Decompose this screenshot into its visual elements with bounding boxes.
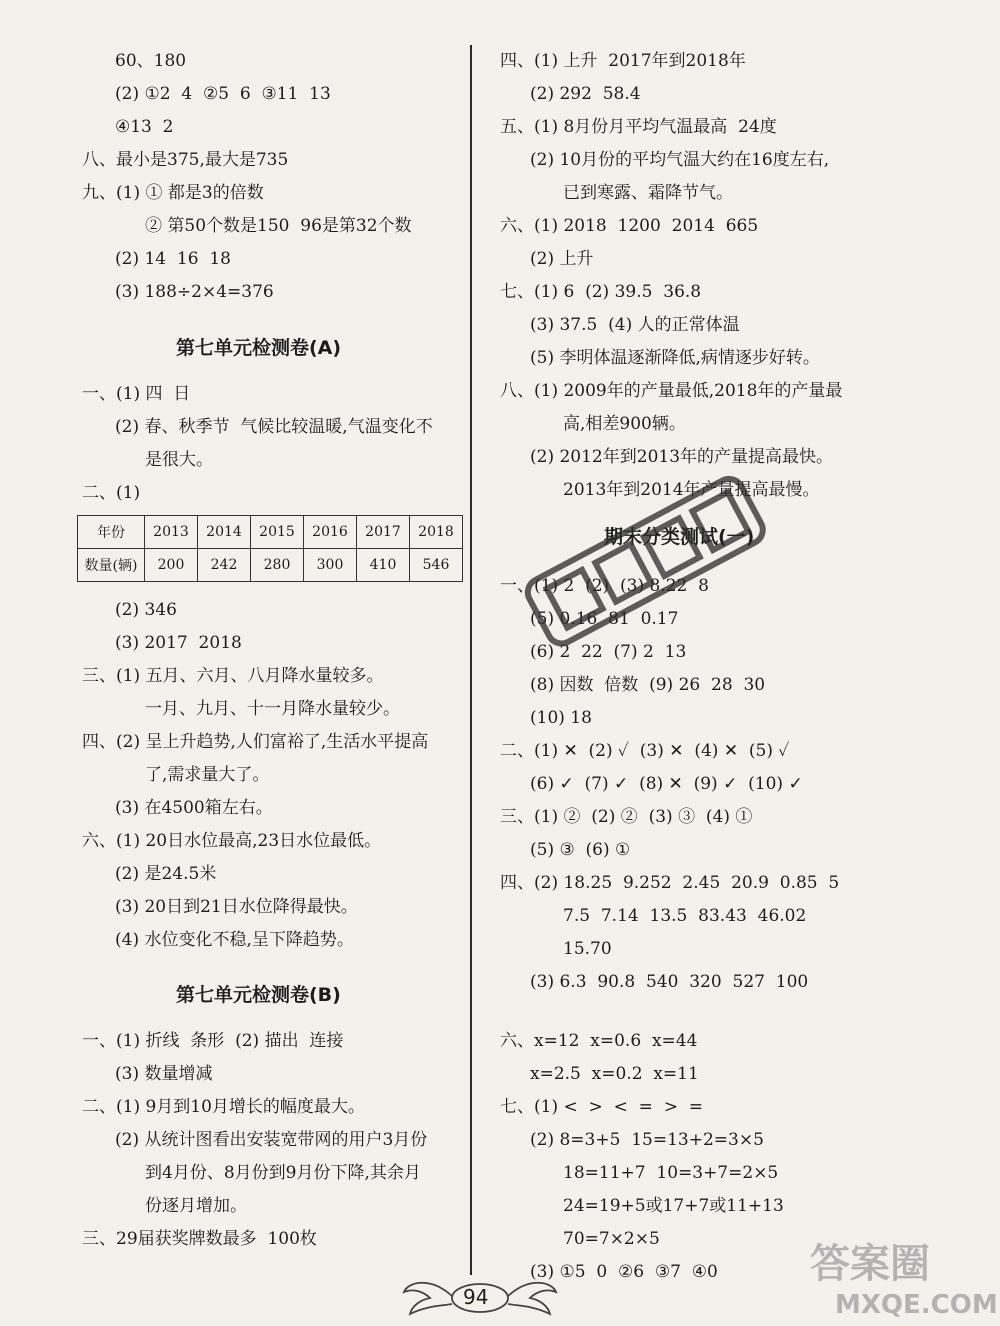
answer-line: 三、(1) ② (2) ② (3) ③ (4) ① (500, 807, 753, 827)
table-cell: 546 (410, 549, 463, 582)
answer-line: (2) 10月份的平均气温大约在16度左右, (530, 150, 830, 170)
answer-line: 一、(1) 四 日 (82, 384, 191, 404)
table-cell: 2017 (357, 516, 410, 549)
page-number: 94 (463, 1285, 489, 1309)
answer-line: (2) 8=3+5 15=13+2=3×5 (530, 1130, 764, 1150)
answer-line: (3) 在4500箱左右。 (115, 798, 273, 818)
answer-line: 18=11+7 10=3+7=2×5 (563, 1163, 779, 1183)
answer-line: 四、(2) 呈上升趋势,人们富裕了,生活水平提高 (82, 732, 429, 752)
answer-line: 五、(1) 8月份月平均气温最高 24度 (500, 117, 777, 137)
answer-line: 二、(1) ✕ (2) ✓ (3) ✕ (4) ✕ (5) ✓ (500, 741, 790, 761)
section-title: 第七单元检测卷(B) (176, 984, 341, 1006)
answer-line: (3) 37.5 (4) 人的正常体温 (530, 315, 740, 335)
stamp-watermark (520, 420, 780, 720)
answer-line: (2) 14 16 18 (115, 249, 231, 269)
answer-line: 一月、九月、十一月降水量较少。 (145, 699, 400, 719)
answer-line: (2) 2012年到2013年的产量提高最快。 (530, 447, 834, 467)
answer-line: 24=19+5或17+7或11+13 (563, 1196, 784, 1216)
answer-line: 三、(1) 五月、六月、八月降水量较多。 (82, 666, 384, 686)
answer-line: (5) ③ (6) ① (530, 840, 631, 860)
answer-line: (2) 292 58.4 (530, 84, 641, 104)
brand-watermark: 答案圈 (810, 1241, 930, 1287)
answer-line: (2) 346 (115, 600, 177, 620)
table-cell: 数量(辆) (78, 549, 145, 582)
answer-line: 已到寒露、霜降节气。 (563, 183, 733, 203)
table-cell: 280 (251, 549, 304, 582)
table-cell: 2016 (304, 516, 357, 549)
answer-line: 一、(1) 折线 条形 (2) 描出 连接 (82, 1031, 344, 1051)
table-cell: 年份 (78, 516, 145, 549)
answer-line: 份逐月增加。 (145, 1196, 247, 1216)
table-cell: 242 (198, 549, 251, 582)
answer-line: x=2.5 x=0.2 x=11 (530, 1064, 699, 1084)
answer-line: (3) 6.3 90.8 540 320 527 100 (530, 972, 809, 992)
answer-line: (8) 因数 倍数 (9) 26 28 30 (530, 675, 766, 695)
answer-line: 七、(1) < > < = > = (500, 1097, 703, 1117)
answer-line: 60、180 (115, 51, 187, 71)
answer-line: 八、最小是375,最大是735 (82, 150, 289, 170)
answer-line: 七、(1) 6 (2) 39.5 36.8 (500, 282, 702, 302)
table-cell: 2018 (410, 516, 463, 549)
answer-line: 是很大。 (145, 450, 213, 470)
table-cell: 300 (304, 549, 357, 582)
answer-line: 六、x=12 x=0.6 x=44 (500, 1031, 698, 1051)
table-row (78, 516, 463, 549)
answer-line: (2) ①2 4 ②5 6 ③11 13 (115, 84, 331, 104)
answer-line: (6) 2 22 (7) 2 13 (530, 642, 687, 662)
answer-line: (2) 从统计图看出安装宽带网的用户3月份 (115, 1130, 428, 1150)
answer-line: (3) 20日到21日水位降得最快。 (115, 897, 358, 917)
answer-line: (10) 18 (530, 708, 592, 728)
answer-line: 四、(1) 上升 2017年到2018年 (500, 51, 746, 71)
answer-line: (3) 数量增减 (115, 1064, 213, 1084)
answer-line: 一、(1) 2 (2) (3) 8.22 8 (500, 576, 709, 596)
answer-line: 7.5 7.14 13.5 83.43 46.02 (563, 906, 807, 926)
answer-line: (5) 0.16 81 0.17 (530, 609, 679, 629)
answer-line: 三、29届获奖牌数最多 100枚 (82, 1229, 317, 1249)
table-cell: 200 (145, 549, 198, 582)
answer-line: 15.70 (563, 939, 612, 959)
answer-line: (2) 是24.5米 (115, 864, 217, 884)
answer-line: 四、(2) 18.25 9.252 2.45 20.9 0.85 5 (500, 873, 840, 893)
answer-line: (3) ①5 0 ②6 ③7 ④0 (530, 1262, 718, 1282)
section-title: 期末分类测试(一) (604, 526, 755, 548)
section-title: 第七单元检测卷(A) (176, 337, 342, 359)
answer-line: 二、(1) (82, 483, 141, 503)
table-cell: 410 (357, 549, 410, 582)
answer-line: (6) ✓ (7) ✓ (8) ✕ (9) ✓ (10) ✓ (530, 774, 803, 794)
table-cell: 2015 (251, 516, 304, 549)
answer-line: 70=7×2×5 (563, 1229, 660, 1249)
answer-line: 2013年到2014年产量提高最慢。 (563, 480, 820, 500)
answer-line: (2) 春、秋季节 气候比较温暖,气温变化不 (115, 417, 433, 437)
answer-line: ④13 2 (115, 117, 174, 137)
url-watermark: MXQE.COM (835, 1290, 998, 1320)
answer-line: 到4月份、8月份到9月份下降,其余月 (145, 1163, 421, 1183)
answer-line: 了,需求量大了。 (145, 765, 270, 785)
answer-line: (3) 2017 2018 (115, 633, 242, 653)
table-row (78, 549, 463, 582)
answer-line: 九、(1) ① 都是3的倍数 (82, 183, 264, 203)
answer-line: (4) 水位变化不稳,呈下降趋势。 (115, 930, 354, 950)
answer-line: ② 第50个数是150 96是第32个数 (145, 216, 412, 236)
answer-line: 六、(1) 20日水位最高,23日水位最低。 (82, 831, 382, 851)
table-cell: 2014 (198, 516, 251, 549)
answer-line: 六、(1) 2018 1200 2014 665 (500, 216, 759, 236)
answer-line: 八、(1) 2009年的产量最低,2018年的产量最 (500, 381, 843, 401)
column-divider (470, 45, 472, 1275)
answer-line: (3) 188÷2×4=376 (115, 282, 274, 302)
answer-line: (5) 李明体温逐渐降低,病情逐步好转。 (530, 348, 820, 368)
data-table (77, 515, 463, 582)
answer-line: (2) 上升 (530, 249, 594, 269)
table-cell: 2013 (145, 516, 198, 549)
answer-line: 高,相差900辆。 (563, 414, 686, 434)
answer-line: 二、(1) 9月到10月增长的幅度最大。 (82, 1097, 365, 1117)
